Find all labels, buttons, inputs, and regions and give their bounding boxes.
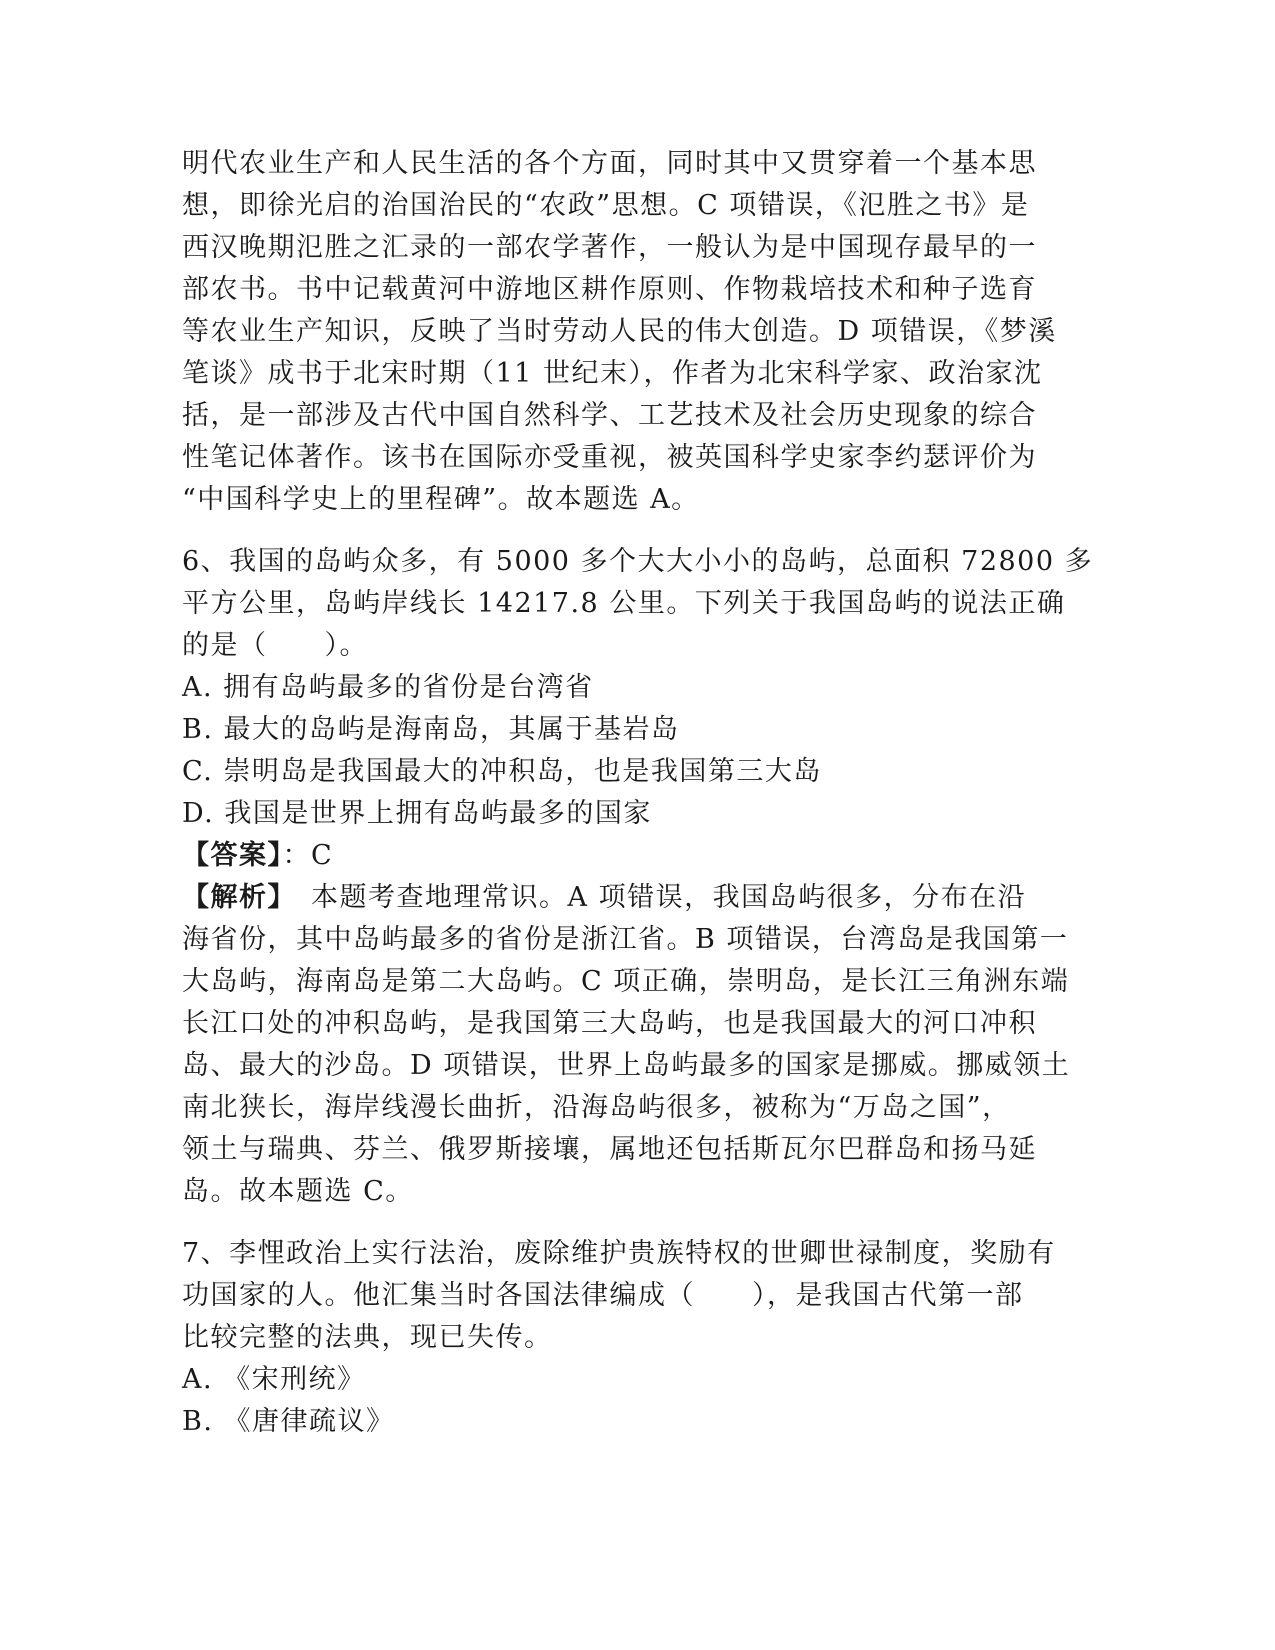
text-line: 想，即徐光启的治国治民的“农政”思想。C 项错误，《氾胜之书》是 bbox=[182, 190, 1030, 221]
answer-value: ：C bbox=[282, 840, 334, 871]
question-stem-line: 6、我国的岛屿众多，有 5000 多个大大小小的岛屿，总面积 72800 多 bbox=[182, 546, 1094, 577]
analysis-line: 长江口处的冲积岛屿，是我国第三大岛屿，也是我国最大的河口冲积 bbox=[182, 1008, 1037, 1039]
question-6 bbox=[182, 541, 1094, 1213]
option-a: A. 《宋刑统》 bbox=[182, 1364, 366, 1395]
option-c: C. 崇明岛是我国最大的冲积岛，也是我国第三大岛 bbox=[182, 756, 822, 787]
prev-explanation-paragraph bbox=[182, 143, 1057, 521]
question-stem-line: 的是（ ）。 bbox=[182, 630, 368, 661]
text-line: 西汉晚期氾胜之汇录的一部农学著作，一般认为是中国现存最早的一 bbox=[182, 232, 1037, 263]
analysis-line: 岛。故本题选 C。 bbox=[182, 1176, 414, 1207]
option-b: B. 最大的岛屿是海南岛，其属于基岩岛 bbox=[182, 714, 680, 745]
analysis-line: 南北狭长，海岸线漫长曲折，沿海岛屿很多，被称为“万岛之国”， bbox=[182, 1092, 1011, 1123]
question-stem-line: 比较完整的法典，现已失传。 bbox=[182, 1322, 553, 1353]
analysis-line: 海省份，其中岛屿最多的省份是浙江省。B 项错误，台湾岛是我国第一 bbox=[182, 924, 1069, 955]
question-stem-line: 功国家的人。他汇集当时各国法律编成（ ），是我国古代第一部 bbox=[182, 1280, 1024, 1311]
analysis-label: 【解析】 bbox=[182, 882, 283, 913]
text-line: 性笔记体著作。该书在国际亦受重视，被英国科学史家李约瑟评价为 bbox=[182, 442, 1037, 473]
analysis-line: 大岛屿，海南岛是第二大岛屿。C 项正确，崇明岛，是长江三角洲东端 bbox=[182, 966, 1070, 997]
paragraph-gap bbox=[182, 1213, 1042, 1233]
text-line: “中国科学史上的里程碑”。故本题选 A。 bbox=[182, 484, 700, 515]
text-line: 部农书。书中记载黄河中游地区耕作原则、作物栽培技术和种子选育 bbox=[182, 274, 1037, 305]
option-b: B. 《唐律疏议》 bbox=[182, 1406, 395, 1437]
analysis-line: 岛、最大的沙岛。D 项错误，世界上岛屿最多的国家是挪威。挪威领土 bbox=[182, 1050, 1071, 1081]
option-a: A. 拥有岛屿最多的省份是台湾省 bbox=[182, 672, 594, 703]
question-stem-line: 7、李悝政治上实行法治，废除维护贵族特权的世卿世禄制度，奖励有 bbox=[182, 1238, 1056, 1269]
question-7 bbox=[182, 1233, 1056, 1443]
analysis-line: 领土与瑞典、芬兰、俄罗斯接壤，属地还包括斯瓦尔巴群岛和扬马延 bbox=[182, 1134, 1037, 1165]
answer-label: 【答案】 bbox=[182, 840, 283, 871]
text-line: 明代农业生产和人民生活的各个方面，同时其中又贯穿着一个基本思 bbox=[182, 148, 1037, 179]
paragraph-gap bbox=[182, 521, 1042, 541]
question-stem-line: 平方公里，岛屿岸线长 14217.8 公里。下列关于我国岛屿的说法正确 bbox=[182, 588, 1066, 619]
analysis-line bbox=[182, 877, 1042, 919]
text-line: 等农业生产知识，反映了当时劳动人民的伟大创造。D 项错误，《梦溪 bbox=[182, 316, 1057, 347]
document-page bbox=[182, 143, 1094, 1443]
text-line: 括，是一部涉及古代中国自然科学、工艺技术及社会历史现象的综合 bbox=[182, 400, 1037, 431]
answer-line bbox=[182, 835, 1042, 877]
analysis-text: 本题考查地理常识。A 项错误，我国岛屿很多，分布在沿 bbox=[282, 882, 1027, 913]
option-d: D. 我国是世界上拥有岛屿最多的国家 bbox=[182, 798, 652, 829]
text-line: 笔谈》成书于北宋时期（11 世纪末），作者为北宋科学家、政治家沈 bbox=[182, 358, 1043, 389]
